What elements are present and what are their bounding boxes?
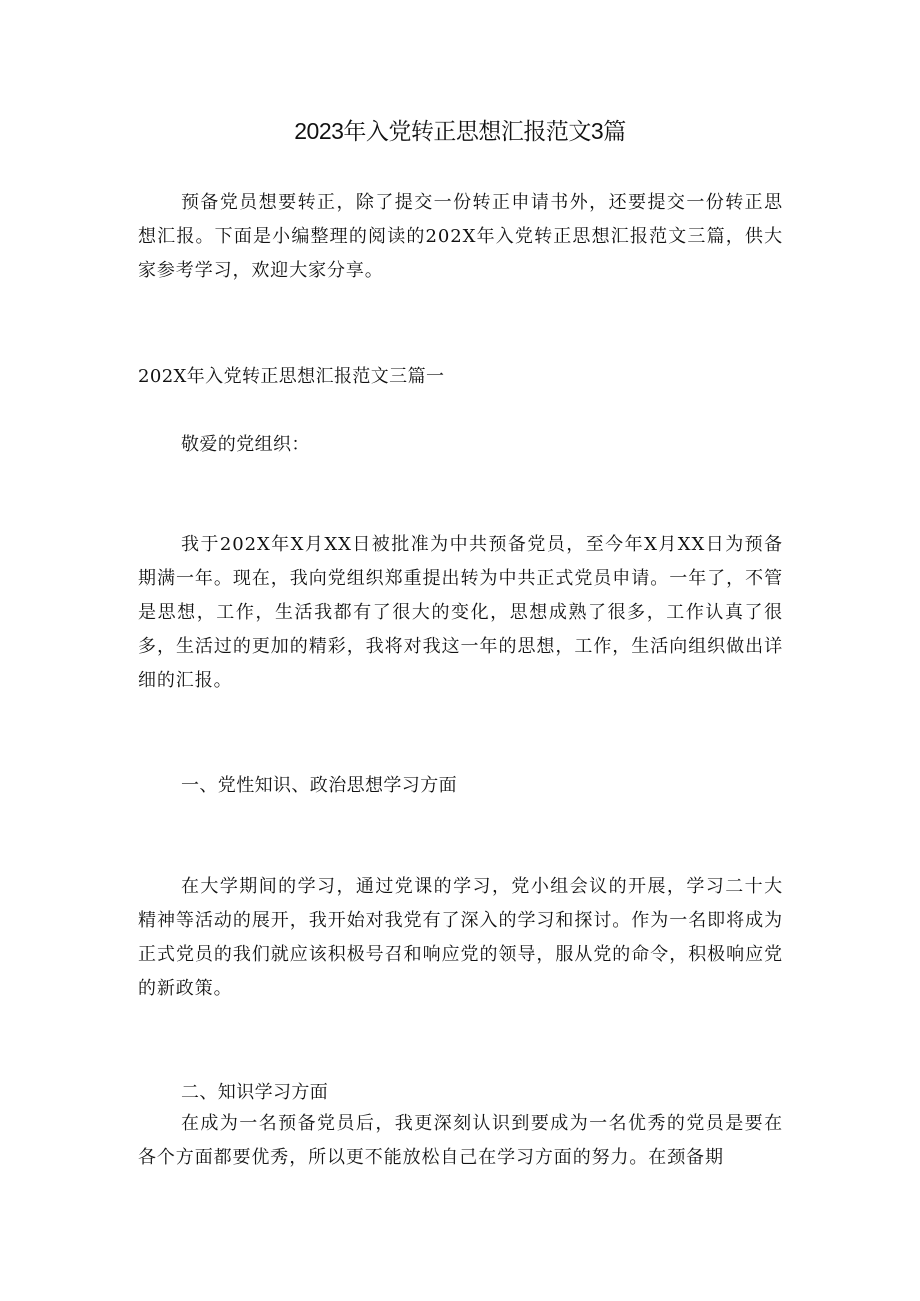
heading-party-knowledge: 一、党性知识、政治思想学习方面	[181, 775, 457, 796]
heading-knowledge-study: 二、知识学习方面	[181, 1082, 329, 1103]
intro-paragraph: 预备党员想要转正，除了提交一份转正申请书外，还要提交一份转正思想汇报。下面是小编整理的阅读的202X年入党转正思想汇报范文三篇，供大家参考学习，欢迎大家分享。	[138, 192, 783, 281]
document-title: 2023年入党转正思想汇报范文3篇	[294, 118, 626, 144]
body-paragraph-1: 我于202X年X月XX日被批准为中共预备党员，至今年X月XX日为预备期满一年。现在，我向党组织郑重提出转为中共正式党员申请。一年了，不管是思想，工作，生活我都有了很大的变化，思想成熟了很多，工作认真了很多，生活过的更加的精彩，我将对我这一年的思想，工作，生活向组织做出详细的汇报。	[138, 534, 783, 691]
body-paragraph-2: 在大学期间的学习，通过党课的学习，党小组会议的开展，学习二十大精神等活动的展开，我开始对我党有了深入的学习和探讨。作为一名即将成为正式党员的我们就应该积极号召和响应党的领导，服从党的命令，积极响应党的新政策。	[138, 876, 783, 999]
body-paragraph-3: 在成为一名预备党员后，我更深刻认识到要成为一名优秀的党员是要在各个方面都要优秀，所以更不能放松自己在学习方面的努力。在颈备期	[138, 1113, 783, 1168]
salutation: 敬爱的党组织：	[181, 434, 310, 455]
section-title: 202X年入党转正思想汇报范文三篇一	[138, 366, 445, 387]
